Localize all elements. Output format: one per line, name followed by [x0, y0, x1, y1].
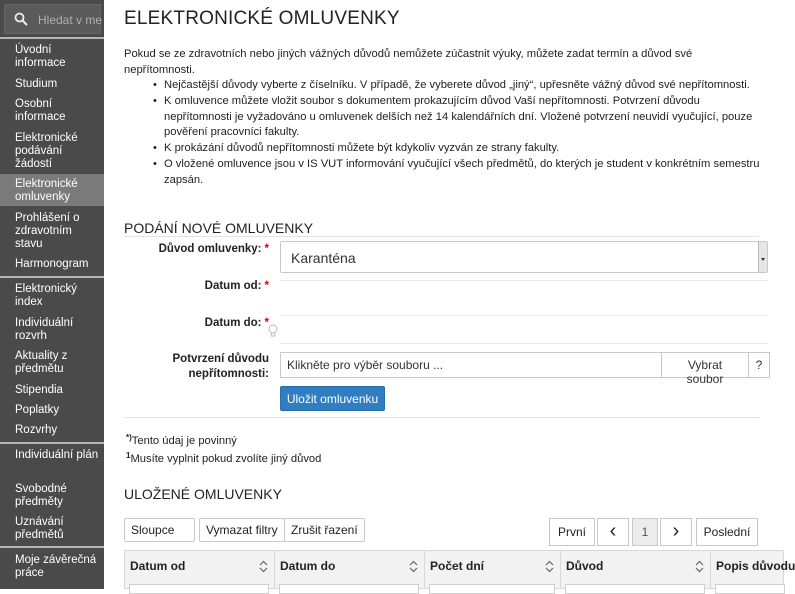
reason-select[interactable] [280, 241, 768, 273]
filter-input[interactable] [565, 584, 705, 594]
sidebar-item-rozvrhy[interactable]: Rozvrhy [15, 424, 58, 436]
sidebar-item-uznavani-predmetu[interactable]: Uznávání předmětů [15, 516, 64, 541]
info-list [124, 78, 764, 189]
pager-last-button[interactable]: Poslední [696, 518, 758, 546]
date-to-label: Datum do: * [204, 317, 269, 329]
search-icon [14, 12, 28, 26]
sort-icon [695, 560, 704, 573]
sidebar-item-osobni-informace[interactable]: Osobní informace [15, 98, 66, 123]
menu-search [4, 4, 101, 34]
filter-input[interactable] [129, 584, 269, 594]
field-divider [280, 280, 768, 281]
save-excuse-button[interactable]: Uložit omluvenku [280, 386, 385, 411]
column-header-reason-description[interactable]: Popis důvodu [711, 551, 785, 588]
choose-file-button[interactable]: Vybrat soubor [661, 352, 749, 378]
pager-prev-button[interactable]: ‹ [597, 518, 629, 546]
sidebar-item-elektronicky-index[interactable]: Elektronický index [15, 283, 77, 308]
list-item: • K omluvence můžete vložit soubor s dokumentem prokazujícím důvod Vaší nepřítomnosti. Potvrzení důvodu nepřítomnosti je vyžadováno u omluvenek delších než 14 kalendářních dní. Vložené potvrzení neuvidí vyučující, pouze pověření pracovníci fakulty. [124, 94, 764, 141]
sort-icon [545, 560, 554, 573]
pager-next-button[interactable]: › [660, 518, 692, 546]
cancel-sort-button[interactable]: Zrušit řazení [284, 518, 365, 542]
menu-search-input[interactable] [38, 11, 102, 29]
clear-filters-button[interactable]: Vymazat filtry [199, 518, 285, 542]
columns-button[interactable]: Sloupce [124, 518, 195, 542]
date-from-label: Datum od: * [204, 280, 269, 292]
filter-input[interactable] [715, 584, 785, 594]
filter-input[interactable] [429, 584, 555, 594]
required-note: *)Tento údaj je povinný [126, 433, 237, 447]
sidebar-item-harmonogram[interactable]: Harmonogram [15, 258, 89, 270]
file-input[interactable]: Klikněte pro výběr souboru ... [280, 352, 662, 378]
help-button[interactable]: ? [748, 352, 770, 378]
list-item: • O vložené omluvence jsou v IS VUT informování vyučující všech předmětů, do kterých je student v konkrétním semestru zapsán. [124, 157, 764, 188]
pager-current-page: 1 [632, 518, 658, 546]
other-reason-note: $^1$Musíte vyplnit pokud zvolíte jiný důvod [126, 451, 322, 465]
table-header [124, 550, 795, 589]
list-item: • K prokázání důvodů nepřítomnosti můžete být kdykoliv vyzván ze strany fakulty. [124, 141, 764, 157]
sidebar-item-studium[interactable]: Studium [15, 78, 58, 90]
section-divider [124, 417, 759, 418]
sidebar-item-poplatky[interactable]: Poplatky [15, 404, 60, 416]
nav-divider [0, 276, 104, 278]
pager-first-button[interactable]: První [549, 518, 595, 546]
sidebar [0, 0, 104, 589]
sidebar-item-prohlaseni-o-zdravotnim-stavu[interactable]: Prohlášení o zdravotním stavu [15, 212, 80, 250]
column-header-day-count[interactable]: Počet dní [425, 551, 561, 588]
main-content [104, 0, 795, 589]
sidebar-item-aktuality-z-predmetu[interactable]: Aktuality z předmětu [15, 350, 68, 375]
sidebar-item-elektronicke-omluvenky[interactable]: Elektronické omluvenky [0, 174, 104, 206]
intro-text: Pokud se ze zdravotních nebo jiných vážných důvodů nemůžete zúčastnit výuky, můžete zadat termín a důvod své nepřítomnosti. [124, 48, 693, 76]
sidebar-item-uvodni-informace[interactable]: Úvodní informace [15, 44, 66, 69]
sidebar-item-elektronicke-podavani-zadosti[interactable]: Elektronické podávání žádostí [15, 132, 78, 170]
sidebar-item-svobodne-predmety[interactable]: Svobodné předměty [15, 483, 67, 508]
filter-input[interactable] [279, 584, 419, 594]
date-from-input[interactable] [280, 315, 768, 316]
sidebar-item-individualni-rozvrh[interactable]: Individuální rozvrh [15, 317, 74, 342]
nav-divider [0, 442, 104, 444]
date-to-input[interactable] [280, 343, 768, 344]
sidebar-item-stipendia[interactable]: Stipendia [15, 384, 63, 396]
column-header-date-from[interactable]: Datum od [125, 551, 275, 588]
sidebar-item-individualni-plan[interactable]: Individuální plán [15, 449, 99, 461]
page-title: ELEKTRONICKÉ OMLUVENKY [124, 8, 400, 29]
nav-divider [0, 546, 104, 548]
section-heading-saved: ULOŽENÉ OMLUVENKY [124, 486, 282, 502]
column-header-date-to[interactable]: Datum do [275, 551, 425, 588]
section-heading-new: PODÁNÍ NOVÉ OMLUVENKY [124, 220, 314, 236]
select-arrow-icon [758, 242, 767, 272]
sidebar-item-moje-zaverecna-prace[interactable]: Moje závěrečná práce [15, 554, 97, 579]
reason-label: Důvod omluvenky: * [158, 243, 269, 255]
sort-icon [259, 560, 268, 573]
reason-select-value: Karanténa [291, 250, 356, 266]
lightbulb-icon [268, 324, 278, 338]
nav-divider [0, 37, 104, 39]
list-item: • Nejčastější důvody vyberte z číselníku. V případě, že vyberete důvod „jiný“, upřesněte vážný důvod své nepřítomnosti. [124, 78, 764, 94]
proof-label: Potvrzení důvodu nepřítomnosti: [172, 353, 269, 380]
column-header-reason[interactable]: Důvod [561, 551, 711, 588]
sort-icon [409, 560, 418, 573]
section-divider [124, 236, 759, 237]
